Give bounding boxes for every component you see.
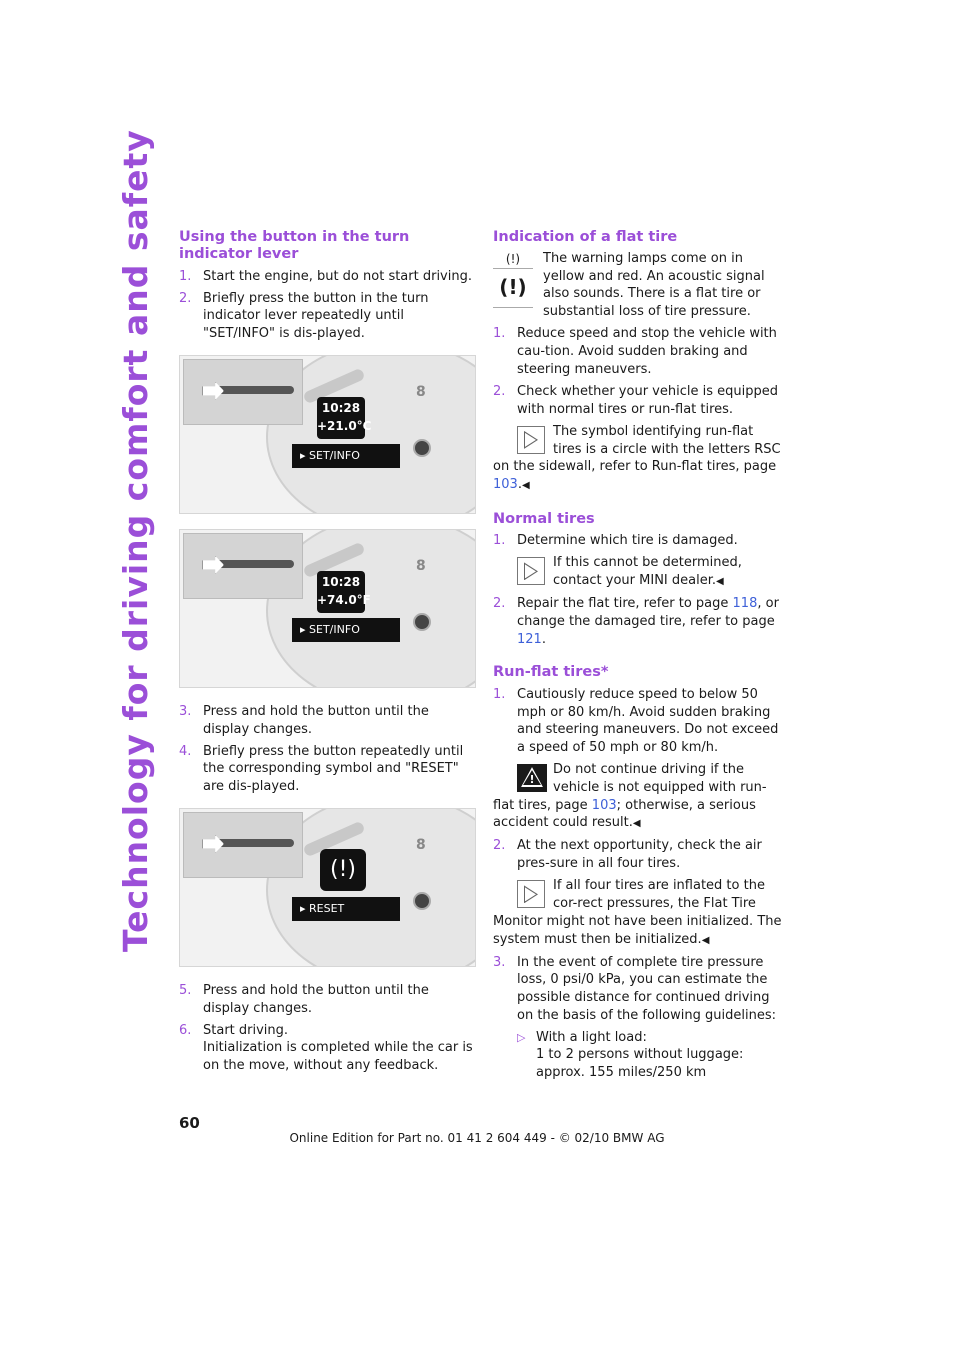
sub-line-1: With a light load: xyxy=(536,1029,647,1045)
display-menu-label: SET/INFO xyxy=(309,622,360,636)
lever-inset xyxy=(183,533,303,599)
lever-icon xyxy=(214,839,294,847)
list-item xyxy=(493,954,785,1025)
page-number: 60 xyxy=(179,1114,200,1132)
lever-inset xyxy=(183,812,303,878)
list-item xyxy=(493,837,785,872)
warning-note xyxy=(493,761,785,833)
display-time-temp xyxy=(317,571,371,613)
note-run-flat-symbol xyxy=(493,423,785,495)
step-text: Start the engine, but do not start driving. xyxy=(203,268,472,284)
end-mark-icon: ◀ xyxy=(701,934,710,946)
warning-icon: ! xyxy=(517,764,547,792)
warning-text: Do not continue driving if the vehicle is not equipped with run-flat tires, page xyxy=(493,762,767,813)
page-link-121[interactable]: 121 xyxy=(517,631,542,647)
normal-steps-2 xyxy=(493,595,785,648)
page-link-103[interactable]: 103 xyxy=(493,476,518,492)
figure-set-info-celsius xyxy=(179,355,476,514)
step-number: 1. xyxy=(493,326,506,342)
step-number: 2. xyxy=(179,290,192,306)
page-link-118[interactable]: 118 xyxy=(732,596,758,612)
runflat-steps-2 xyxy=(493,837,785,872)
note-arrow-icon xyxy=(517,426,545,454)
step-number: 2. xyxy=(493,838,506,854)
step-text: In the event of complete tire pressure loss, 0 psi/0 kPa, you can estimate the possible distance for continued driving on the basis of the following guidelines: xyxy=(517,954,776,1023)
step-text: Reduce speed and stop the vehicle with cau-tion. Avoid sudden braking and steering maneuvers. xyxy=(517,326,777,377)
knob-icon xyxy=(413,439,431,457)
gauge-scale-icon: 8 xyxy=(416,557,426,574)
flat-steps xyxy=(493,325,785,418)
sub-line-3: approx. 155 miles/250 km xyxy=(536,1064,707,1080)
tire-pressure-large-icon: (!) xyxy=(493,273,533,308)
display-temp: +21.0°C xyxy=(317,418,372,433)
press-arrow-icon xyxy=(202,556,224,574)
step-text: Repair the flat tire, refer to page xyxy=(517,596,733,612)
step-text: , or change the damaged tire, refer to page xyxy=(517,596,779,629)
knob-icon xyxy=(413,892,431,910)
display-time: 10:28 xyxy=(321,400,361,415)
press-arrow-icon xyxy=(202,382,224,400)
note-text: If all four tires are inflated to the cor-rect pressures, the Flat Tire Monitor might not have been initialized. The system must then be initialized. xyxy=(493,878,782,947)
step-number: 6. xyxy=(179,1022,192,1038)
step-text: At the next opportunity, check the air pres-sure in all four tires. xyxy=(517,838,762,872)
heading-normal-tires: Normal tires xyxy=(493,510,595,527)
note-arrow-icon xyxy=(517,557,545,585)
display-time-temp xyxy=(317,397,372,439)
bullet-arrow-icon: ▷ xyxy=(517,1030,526,1044)
step-text: Press and hold the button until the display changes. xyxy=(203,703,429,737)
note-text: The symbol identifying run-flat tires is a circle with the letters RSC on the sidewall, refer to Run-flat tires, page xyxy=(493,423,781,475)
footer: Online Edition for Part no. 01 41 2 604 449 - © 02/10 BMW AG xyxy=(289,1131,665,1145)
sub-bullet xyxy=(493,1029,785,1082)
list-item xyxy=(179,290,474,343)
steps-a xyxy=(179,268,474,343)
left-column xyxy=(179,229,474,1075)
step-number: 3. xyxy=(493,954,506,970)
right-column xyxy=(493,229,785,1082)
step-text: Determine which tire is damaged. xyxy=(517,533,738,549)
steps-c xyxy=(179,982,474,1075)
step-number: 1. xyxy=(493,686,506,702)
step-text: Check whether your vehicle is equipped with normal tires or run-flat tires. xyxy=(517,383,778,417)
end-mark-icon: ◀ xyxy=(716,576,724,588)
note-arrow-icon xyxy=(517,880,545,908)
list-item xyxy=(179,982,474,1017)
list-item xyxy=(493,532,785,550)
display-menu: ▸ RESET xyxy=(292,897,400,921)
end-mark-icon: ◀ xyxy=(632,818,641,830)
press-arrow-icon xyxy=(202,835,224,853)
step-text-extra: Initialization is completed while the car is on the move, without any feedback. xyxy=(203,1040,473,1074)
list-item xyxy=(179,1022,474,1075)
display-menu: ▸ SET/INFO xyxy=(292,444,400,468)
sub-line-2: 1 to 2 persons without luggage: xyxy=(536,1047,744,1063)
step-text: Cautiously reduce speed to below 50 mph or 80 km/h. Avoid sudden braking and steering maneuvers. Do not exceed a speed of 50 mph or 80 km/h. xyxy=(517,686,779,755)
step-text: Briefly press the button in the turn indicator lever repeatedly until "SET/INFO" is dis-played. xyxy=(203,290,429,342)
display-temp: +74.0°F xyxy=(317,592,371,607)
list-item xyxy=(493,595,785,648)
end-mark-icon: ◀ xyxy=(521,479,530,491)
runflat-steps-3 xyxy=(493,954,785,1025)
intro-text: The warning lamps come on in yellow and red. An acoustic signal also sounds. There is a flat tire or substantial loss of tire pressure. xyxy=(543,251,765,320)
display-menu-label: SET/INFO xyxy=(309,448,360,462)
heading-flat-tire: Indication of a flat tire xyxy=(493,229,678,245)
list-item xyxy=(179,743,474,796)
gauge-scale-icon: 8 xyxy=(416,836,426,853)
normal-steps xyxy=(493,532,785,550)
figure-set-info-fahrenheit xyxy=(179,529,476,688)
heading-turn-indicator: Using the button in the turn indicator lever xyxy=(179,229,410,262)
note-text-end: . xyxy=(517,476,522,492)
flat-tire-intro xyxy=(493,250,785,321)
list-item xyxy=(493,325,785,378)
step-number: 5. xyxy=(179,982,192,998)
list-item xyxy=(493,686,785,757)
note-contact-dealer xyxy=(493,554,785,590)
warning-text-end: ; otherwise, a serious accident could result. xyxy=(493,797,756,831)
step-text: Press and hold the button until the display changes. xyxy=(203,982,429,1016)
step-text: Start driving. xyxy=(203,1022,289,1038)
step-number: 4. xyxy=(179,743,192,759)
lever-inset xyxy=(183,359,303,425)
display-time: 10:28 xyxy=(321,574,361,589)
note-text: If this cannot be determined, contact your MINI dealer. xyxy=(553,555,742,589)
gauge-scale-icon: 8 xyxy=(416,383,426,400)
side-title: Technology for driving comfort and safety xyxy=(116,129,155,952)
list-item xyxy=(179,268,474,286)
tire-pressure-small-icon: (!) xyxy=(493,252,533,269)
heading-run-flat: Run-flat tires* xyxy=(493,664,609,681)
tire-warning-icon: (!) xyxy=(320,849,366,891)
step-number: 3. xyxy=(179,703,192,719)
page-link-103[interactable]: 103 xyxy=(591,797,617,813)
display-menu: ▸ SET/INFO xyxy=(292,618,400,642)
knob-icon xyxy=(413,613,431,631)
step-text: Briefly press the button repeatedly until the corresponding symbol and "RESET" are dis-played. xyxy=(203,743,464,795)
step-number: 2. xyxy=(493,596,506,612)
lever-icon xyxy=(214,386,294,394)
tire-pressure-icon xyxy=(493,252,533,312)
step-number: 1. xyxy=(179,268,192,284)
runflat-steps xyxy=(493,686,785,757)
figure-reset xyxy=(179,808,476,967)
step-number: 2. xyxy=(493,383,506,399)
step-text: . xyxy=(541,631,546,647)
lever-icon xyxy=(214,560,294,568)
display-menu-label: RESET xyxy=(309,901,345,915)
step-number: 1. xyxy=(493,533,506,549)
steps-b xyxy=(179,703,474,796)
list-item xyxy=(493,383,785,418)
list-item xyxy=(179,703,474,738)
note-initialize xyxy=(493,877,785,949)
